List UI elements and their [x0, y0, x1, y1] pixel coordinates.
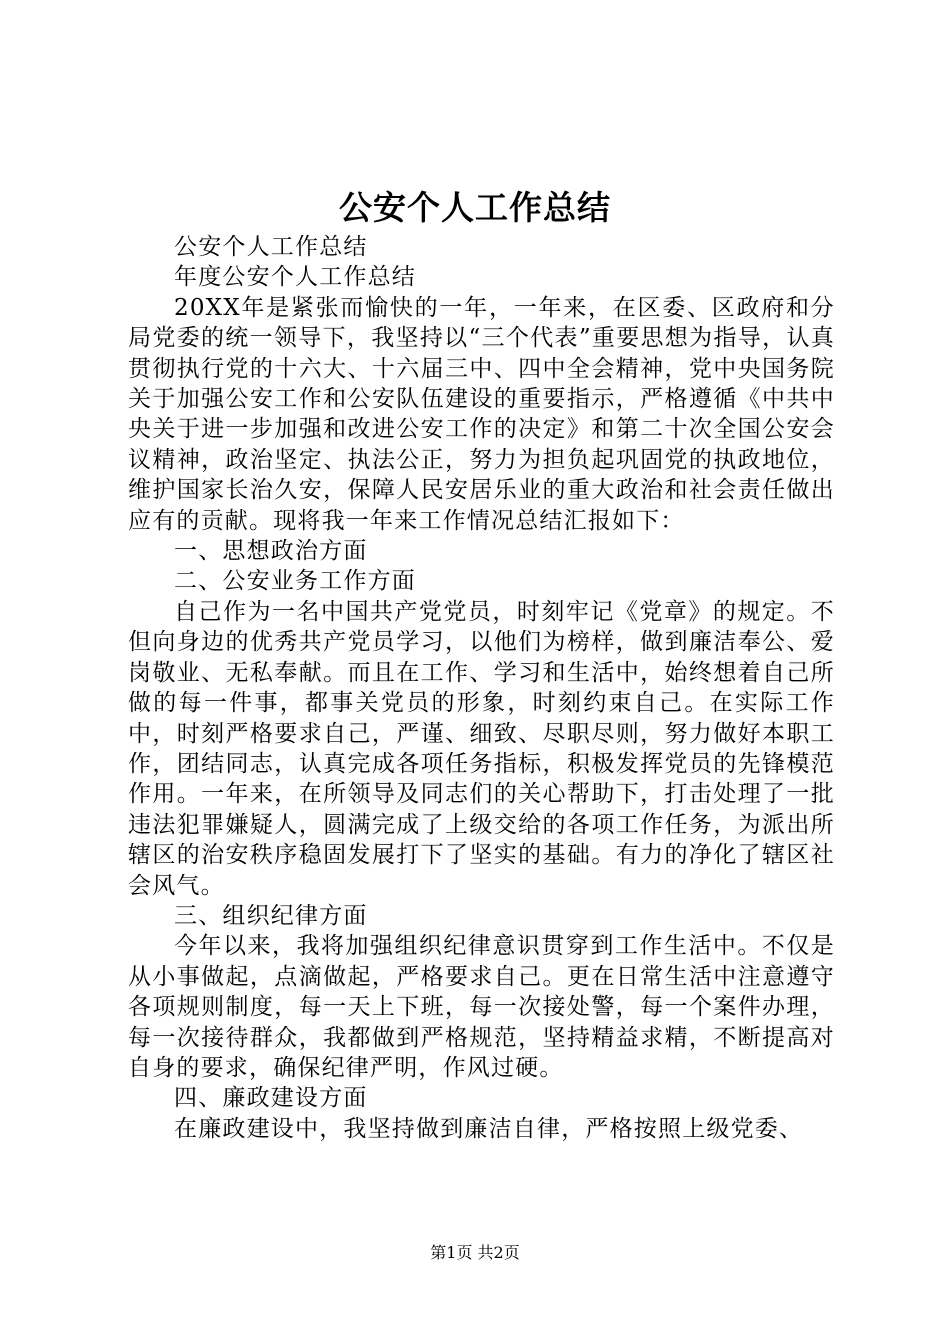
paragraph-heading: 公安个人工作总结	[174, 234, 368, 260]
section-heading-business: 二、公安业务工作方面	[174, 568, 416, 595]
page-number-footer: 第1页 共2页	[430, 1243, 520, 1262]
section-heading-political: 一、思想政治方面	[174, 538, 368, 565]
document-title: 公安个人工作总结	[339, 188, 611, 227]
paragraph-discipline: 今年以来，我将加强组织纪律意识贯穿到工作生活中。不仅是从小事做起，点滴做起，严格要求自己。更在日常生活中注意遵守各项规则制度，每一天上下班，每一次接处警，每一个案件办理，每一次接待群众，我都做到严格规范，坚持精益求精，不断提高对自身的要求，确保纪律严明，作风过硬。	[128, 933, 835, 1081]
paragraph-integrity: 在廉政建设中，我坚持做到廉洁自律，严格按照上级党委、	[174, 1115, 804, 1142]
section-heading-integrity: 四、廉政建设方面	[174, 1085, 368, 1112]
paragraph-intro: 20XX年是紧张而愉快的一年，一年来，在区委、区政府和分局党委的统一领导下，我坚持以“三个代表”重要思想为指导，认真贯彻执行党的十六大、十六届三中、四中全会精神，党中央国务院关于加强公安工作和公安队伍建设的重要指示，严格遵循《中共中央关于进一步加强和改进公安工作的决定》和第二十次全国公安会议精神，政治坚定、执法公正，努力为担负起巩固党的执政地位，维护国家长治久安，保障人民安居乐业的重大政治和社会责任做出应有的贡献。现将我一年来工作情况总结汇报如下：	[128, 294, 835, 534]
paragraph-business: 自己作为一名中国共产党党员，时刻牢记《党章》的规定。不但向身边的优秀共产党员学习，以他们为榜样，做到廉洁奉公、爱岗敬业、无私奉献。而且在工作、学习和生活中，始终想着自己所做的每一件事，都事关党员的形象，时刻约束自己。在实际工作中，时刻严格要求自己，严谨、细致、尽职尽则，努力做好本职工作，团结同志，认真完成各项任务指标，积极发挥党员的先锋模范作用。一年来，在所领导及同志们的关心帮助下，打击处理了一批违法犯罪嫌疑人，圆满完成了上级交给的各项工作任务，为派出所辖区的治安秩序稳固发展打下了坚实的基础。有力的净化了辖区社会风气。	[128, 598, 835, 899]
section-heading-discipline: 三、组织纪律方面	[174, 902, 368, 929]
paragraph-subheading: 年度公安个人工作总结	[174, 264, 416, 291]
document-body	[128, 232, 835, 1144]
